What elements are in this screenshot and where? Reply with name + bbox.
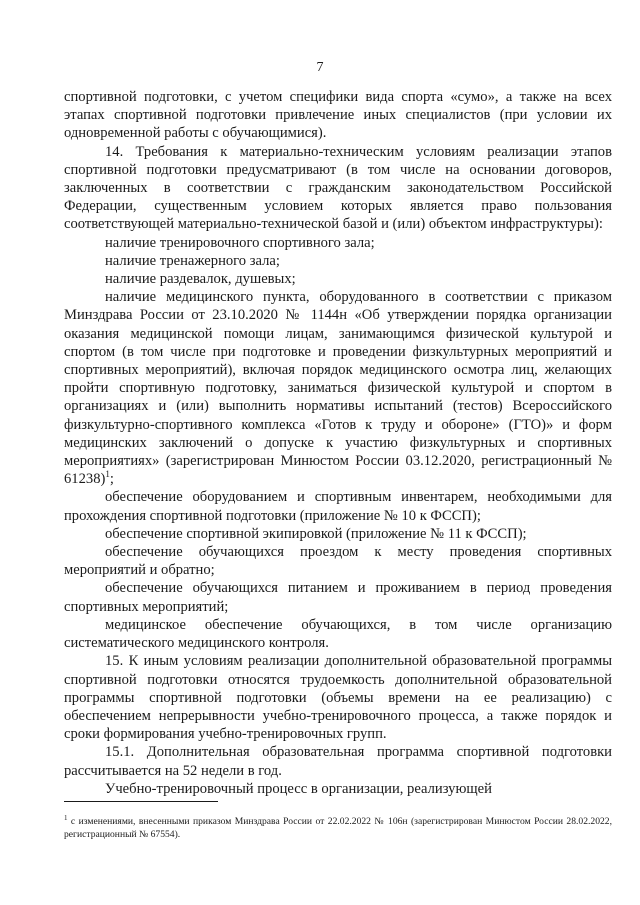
list-item-gym: наличие тренажерного зала; xyxy=(105,252,280,269)
list-item-food-lodging: обеспечение обучающихся питанием и проживанием в период проведения спортивных мероприятий; xyxy=(64,580,612,615)
footnote xyxy=(64,815,612,841)
paragraph-item-14: 14. Требования к материально-техническим условиям реализации этапов спортивной подготовки предусматривают (в том числе на основании договоров, заключенных в соответствии с гражданским законодательством Российской Федерации, существенным условием которых является право пользования соответствующей материально-технической базой и (или) объектом инфраструктуры): xyxy=(64,143,612,233)
footnote-text: с изменениями, внесенными приказом Минздрава России от 22.02.2022 № 106н (зарегистрирован Минюстом России 28.02.2022, регистрационный № 67554). xyxy=(64,816,612,840)
paragraph-continuation: спортивной подготовки, с учетом специфики вида спорта «сумо», а также на всех этапах спортивной подготовки привлечение иных специалистов (при условии их одновременной работы с обучающимися). xyxy=(64,89,612,142)
list-item-equipment: обеспечение оборудованием и спортивным инвентарем, необходимыми для прохождения спортивной подготовки (приложение № 10 к ФССП); xyxy=(64,489,612,524)
footnote-divider xyxy=(64,801,218,802)
list-item-locker-rooms: наличие раздевалок, душевых; xyxy=(105,271,296,288)
paragraph-training-process: Учебно-тренировочный процесс в организации, реализующей xyxy=(105,780,492,797)
list-item-medical-support: медицинское обеспечение обучающихся, в том числе организацию систематического медицинского контроля. xyxy=(64,616,612,652)
paragraph-item-15: 15. К иным условиям реализации дополнительной образовательной программы спортивной подготовки относятся трудоемкость дополнительной образовательной программы спортивной подготовки (объемы времени на ее реализацию) с обеспечением непрерывности учебно-тренировочного процесса, а также порядок и сроки формирования учебно-тренировочных групп. xyxy=(64,653,612,743)
document-body xyxy=(64,88,612,798)
page-number: 7 xyxy=(316,60,324,75)
medical-point-text: наличие медицинского пункта, оборудованного в соответствии с приказом Минздрава России от 23.10.2020 № 1144н «Об утверждении порядка организации оказания медицинской помощи лицам, занимающимся физической культурой и спортом (в том числе при подготовке и проведении физкультурных мероприятий и спортивных мероприятий), включая порядок медицинского осмотра лиц, желающих пройти спортивную подготовку, заниматься физической культурой и спортом в организациях и (или) выполнить нормативы испытаний (тестов) Всероссийского физкультурно-спортивного комплекса «Готов к труду и обороне» (ГТО)» и форм медицинских заключений о допуске к участию физкультурных и спортивных мероприятиях» (зарегистрирован Минюстом России 03.12.2020, регистрационный № 61238) xyxy=(64,289,612,488)
paragraph-item-15-1: 15.1. Дополнительная образовательная программа спортивной подготовки рассчитывается на 52 недели в год. xyxy=(64,744,612,779)
list-item-travel: обеспечение обучающихся проездом к месту проведения спортивных мероприятий и обратно; xyxy=(64,544,612,579)
footnote-reference-suffix: ; xyxy=(109,471,114,488)
footnote-reference: 1 xyxy=(105,469,110,480)
list-item-sport-outfit: обеспечение спортивной экипировкой (приложение № 11 к ФССП); xyxy=(105,525,527,542)
list-item-training-hall: наличие тренировочного спортивного зала; xyxy=(105,234,375,251)
list-item-medical-point xyxy=(64,288,612,488)
footnote-marker: 1 xyxy=(64,813,68,822)
